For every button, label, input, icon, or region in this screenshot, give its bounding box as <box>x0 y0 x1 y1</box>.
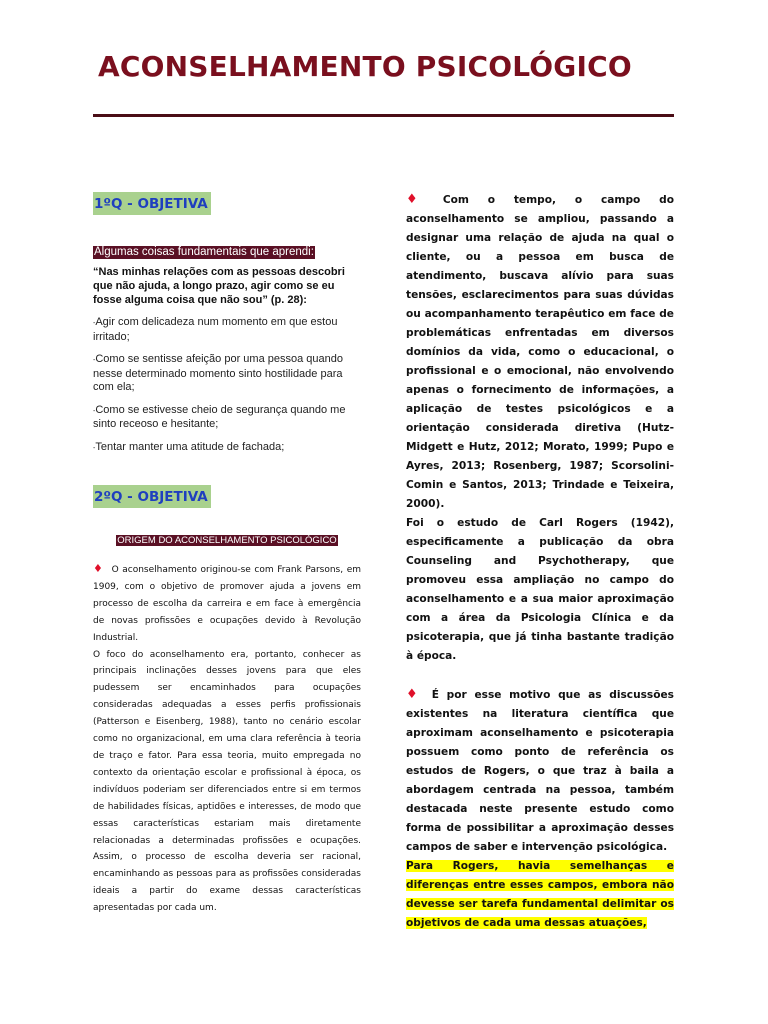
list-marker: - <box>93 407 96 415</box>
red-diamond-icon: ♦ <box>93 562 104 575</box>
list-item: -Como se estivesse cheio de segurança quando me sinto receoso e hesitante; <box>93 403 346 430</box>
left-column <box>93 190 361 917</box>
list-item: -Como se sentisse afeição por uma pessoa quando nesse determinado momento sinto hostilidade para com ela; <box>93 353 343 393</box>
list-marker: - <box>93 357 96 364</box>
q2-heading: 2ºQ - OBJETIVA <box>93 485 211 508</box>
highlighted-paragraph <box>406 857 674 933</box>
focus-paragraph: O foco do aconselhamento era, portanto, conhecer as principais inclinações desses jovens para que eles pudessem ser encaminhados para ocupações consideradas adequadas a esses perfis profissionais (Patterson e Eisenberg, 1988), tanto no cenário escolar como no organizacional, em uma clara referência à teoria de traço e fator. Para essa teoria, muito empregada no contexto da orientação escolar e profissional à época, os indivíduos poderiam ser diferenciados entre si em termos de habilidades físicas, aptidões e interesses, de modo que essas características estariam mais diretamente relacionadas a determinadas profissões e ocupações. Assim, o processo de escolha deveria ser racional, encaminhando as pessoas para as profissões consideradas ideais a partir do exame dessas características apresentadas por cada um. <box>93 649 361 914</box>
origin-paragraph: ♦ O aconselhamento originou-se com Frank Parsons, em 1909, com o objetivo de promover ajuda a jovens em processo de escolha da carreira e em face à emergência de novas profissões e ocupações devido à Revolução Industrial. <box>93 562 361 643</box>
title-divider <box>93 114 674 117</box>
list-item: -Agir com delicadeza num momento em que estou irritado; <box>93 316 338 343</box>
red-diamond-icon: ♦ <box>406 687 422 702</box>
list-marker: - <box>93 444 96 452</box>
discussion-paragraph: ♦ É por esse motivo que as discussões existentes na literatura científica que aproximam aconselhamento e psicoterapia possuem como ponto de referência os estudos de Rogers, o que traz à baila a abordagem centrada na pessoa, também destacada neste presente estudo como forma de possibilitar a aproximação desses campos de saber e intervenção psicológica. <box>406 687 674 853</box>
scope-paragraph: ♦ Com o tempo, o campo do aconselhamento se ampliou, passando a designar uma relação de ajuda na qual o cliente, ou a pessoa em busca de atendimento, buscava alívio para suas tensões, esclarecimentos para suas dúvidas ou acompanhamento terapêutico em face de problemáticas enfrentadas em diversos domínios da vida, como o educacional, o profissional e o emocional, não envolvendo apenas o fornecimento de informações, a aplicação de testes psicológicos e a orientação considerada diretiva (Hutz-Midgett e Hutz, 2012; Morato, 1999; Pupo e Ayres, 2013; Rosenberg, 1987; Scorsolini-Comin e Santos, 2013; Trindade e Teixeira, 2000). <box>406 192 675 510</box>
q2-subheading: ORIGEM DO ACONSELHAMENTO PSICOLÓGICO <box>117 535 337 546</box>
red-diamond-icon: ♦ <box>406 192 433 207</box>
list-item: -Tentar manter uma atitude de fachada; <box>93 440 285 453</box>
rogers-paragraph: Foi o estudo de Carl Rogers (1942), especificamente a publicação da obra Counseling and Psychotherapy, que promoveu essa ampliação no campo do aconselhamento e a sua maior aproximação com a área da Psicologia Clínica e da psicoterapia, que já tinha bastante tradição à época. <box>406 517 674 662</box>
rogers-quote: “Nas minhas relações com as pessoas descobri que não ajuda, a longo prazo, agir como se eu fosse alguma coisa que não sou” (p. 28): <box>93 266 345 306</box>
right-column <box>406 190 674 933</box>
list-marker: - <box>93 320 96 327</box>
q1-heading: 1ºQ - OBJETIVA <box>93 192 211 215</box>
q1-subheading: Algumas coisas fundamentais que aprendi: <box>94 246 314 258</box>
page-title: ACONSELHAMENTO PSICOLÓGICO <box>98 50 632 83</box>
yellow-highlight: Para Rogers, havia semelhanças e diferenças entre esses campos, embora não devesse ser tarefa fundamental delimitar os objetivos de cada uma dessas atuações, <box>406 860 674 929</box>
